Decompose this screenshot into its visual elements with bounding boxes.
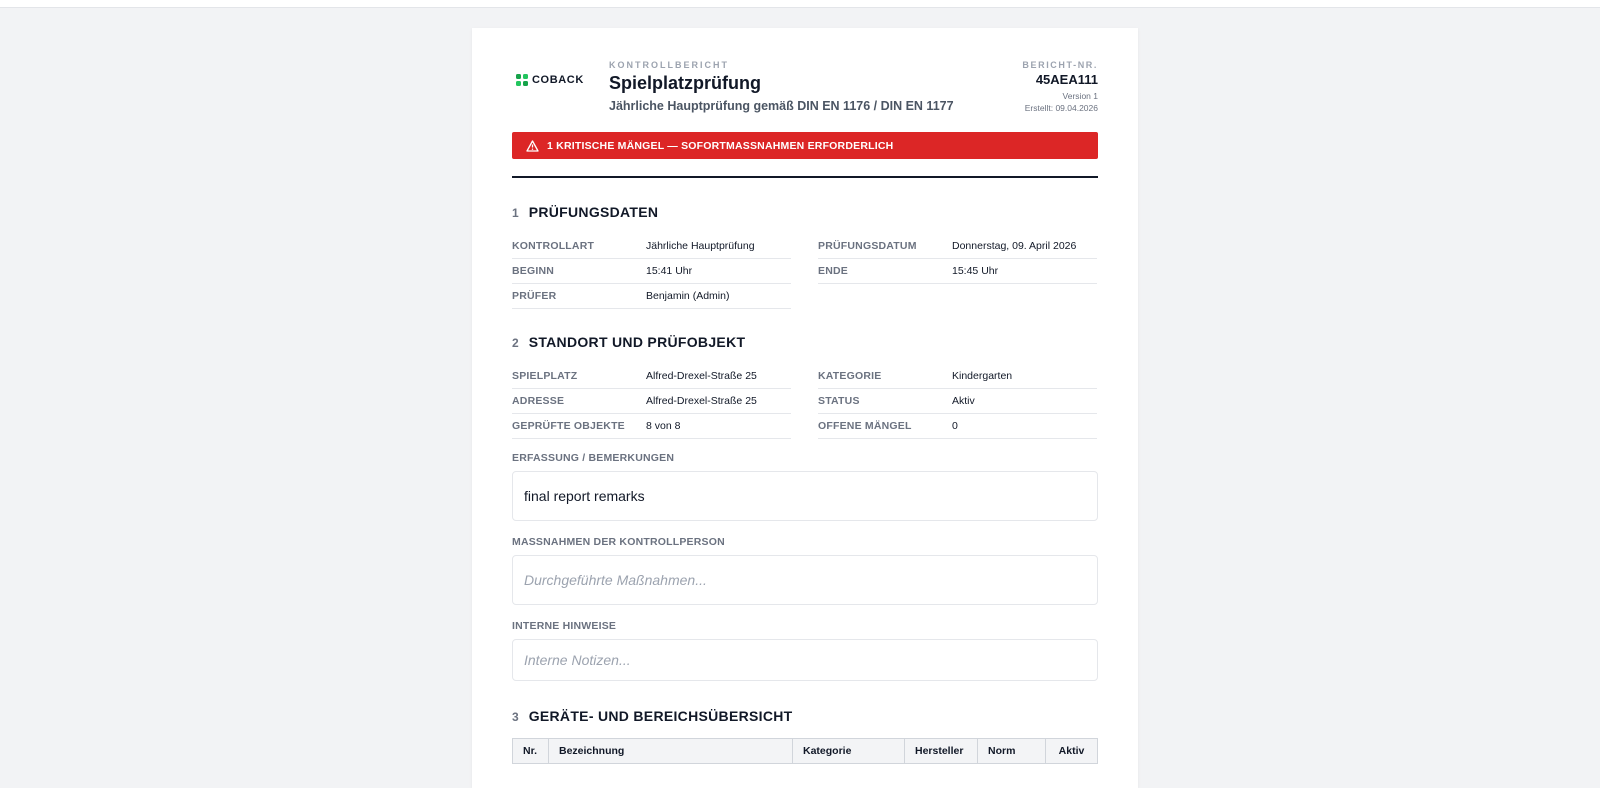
page-title: Spielplatzprüfung xyxy=(609,73,761,93)
field-row xyxy=(512,234,791,259)
report-page xyxy=(472,28,1138,788)
measures-label: MASSNAHMEN DER KONTROLLPERSON xyxy=(512,536,725,548)
column-header: Hersteller xyxy=(905,739,978,764)
logo-text: COBACK xyxy=(532,74,584,86)
table-header-row xyxy=(513,739,1098,764)
report-number: 45AEA111 xyxy=(1035,72,1098,87)
field-label: PRÜFER xyxy=(512,290,557,302)
section-number: 2 xyxy=(512,336,519,350)
field-label: KONTROLLART xyxy=(512,240,595,252)
field-row xyxy=(512,389,791,414)
remarks-label: ERFASSUNG / BEMERKUNGEN xyxy=(512,452,675,464)
section-number: 1 xyxy=(512,206,519,220)
logo xyxy=(516,74,584,86)
column-header: Kategorie xyxy=(793,739,905,764)
field-value: Donnerstag, 09. April 2026 xyxy=(952,240,1077,252)
field-value: Kindergarten xyxy=(952,370,1013,382)
field-label: ADRESSE xyxy=(512,395,565,407)
logo-icon xyxy=(516,74,528,86)
section-title: PRÜFUNGSDATEN xyxy=(528,204,659,220)
field-value: Jährliche Hauptprüfung xyxy=(646,240,755,252)
warning-icon xyxy=(526,140,539,152)
section-number: 3 xyxy=(512,710,519,724)
report-header xyxy=(512,60,1098,122)
critical-defects-alert xyxy=(512,132,1098,159)
column-header: Norm xyxy=(978,739,1046,764)
equipment-table xyxy=(512,738,1098,764)
field-value: Benjamin (Admin) xyxy=(646,290,730,302)
section-3-heading xyxy=(512,708,793,724)
report-version: Version 1 xyxy=(1062,91,1098,101)
field-row xyxy=(818,364,1097,389)
section-1-heading xyxy=(512,204,658,220)
section-2-heading xyxy=(512,334,745,350)
internal-notes-label: INTERNE HINWEISE xyxy=(512,620,617,632)
field-label: SPIELPLATZ xyxy=(512,370,578,382)
field-row xyxy=(512,364,791,389)
field-row xyxy=(512,414,791,439)
field-label: BEGINN xyxy=(512,265,555,277)
field-label: KATEGORIE xyxy=(818,370,882,382)
field-row xyxy=(512,284,791,309)
field-label: PRÜFUNGSDATUM xyxy=(818,240,917,252)
field-row xyxy=(818,414,1097,439)
report-type-label: KONTROLLBERICHT xyxy=(609,60,729,70)
field-row xyxy=(512,259,791,284)
report-number-label: BERICHT-NR. xyxy=(1022,60,1098,70)
column-header: Aktiv xyxy=(1046,739,1098,764)
field-value: 0 xyxy=(952,420,958,432)
field-value: 15:41 Uhr xyxy=(646,265,693,277)
column-header: Nr. xyxy=(513,739,549,764)
section-title: STANDORT UND PRÜFOBJEKT xyxy=(528,334,746,350)
section-title: GERÄTE- UND BEREICHSÜBERSICHT xyxy=(528,708,793,724)
field-value: Aktiv xyxy=(952,395,975,407)
report-created-date: Erstellt: 09.04.2026 xyxy=(1024,103,1098,114)
header-divider xyxy=(512,176,1098,178)
column-header: Bezeichnung xyxy=(549,739,793,764)
field-value: Alfred-Drexel-Straße 25 xyxy=(646,370,757,382)
field-value: 8 von 8 xyxy=(646,420,681,432)
field-row xyxy=(818,234,1097,259)
internal-notes-field[interactable]: Interne Notizen... xyxy=(512,639,1098,681)
field-label: STATUS xyxy=(818,395,860,407)
field-label: GEPRÜFTE OBJEKTE xyxy=(512,420,625,432)
measures-field[interactable]: Durchgeführte Maßnahmen... xyxy=(512,555,1098,605)
field-value: Alfred-Drexel-Straße 25 xyxy=(646,395,757,407)
field-label: OFFENE MÄNGEL xyxy=(818,420,912,432)
top-bar xyxy=(0,0,1600,8)
field-row xyxy=(818,259,1097,284)
field-row xyxy=(818,389,1097,414)
page-subtitle: Jährliche Hauptprüfung gemäß DIN EN 1176 / DIN EN 1177 xyxy=(609,99,954,113)
field-label: ENDE xyxy=(818,265,848,277)
alert-text: 1 KRITISCHE MÄNGEL — SOFORTMASSNAHMEN ERFORDERLICH xyxy=(547,139,894,152)
remarks-field[interactable]: final report remarks xyxy=(512,471,1098,521)
field-value: 15:45 Uhr xyxy=(952,265,999,277)
